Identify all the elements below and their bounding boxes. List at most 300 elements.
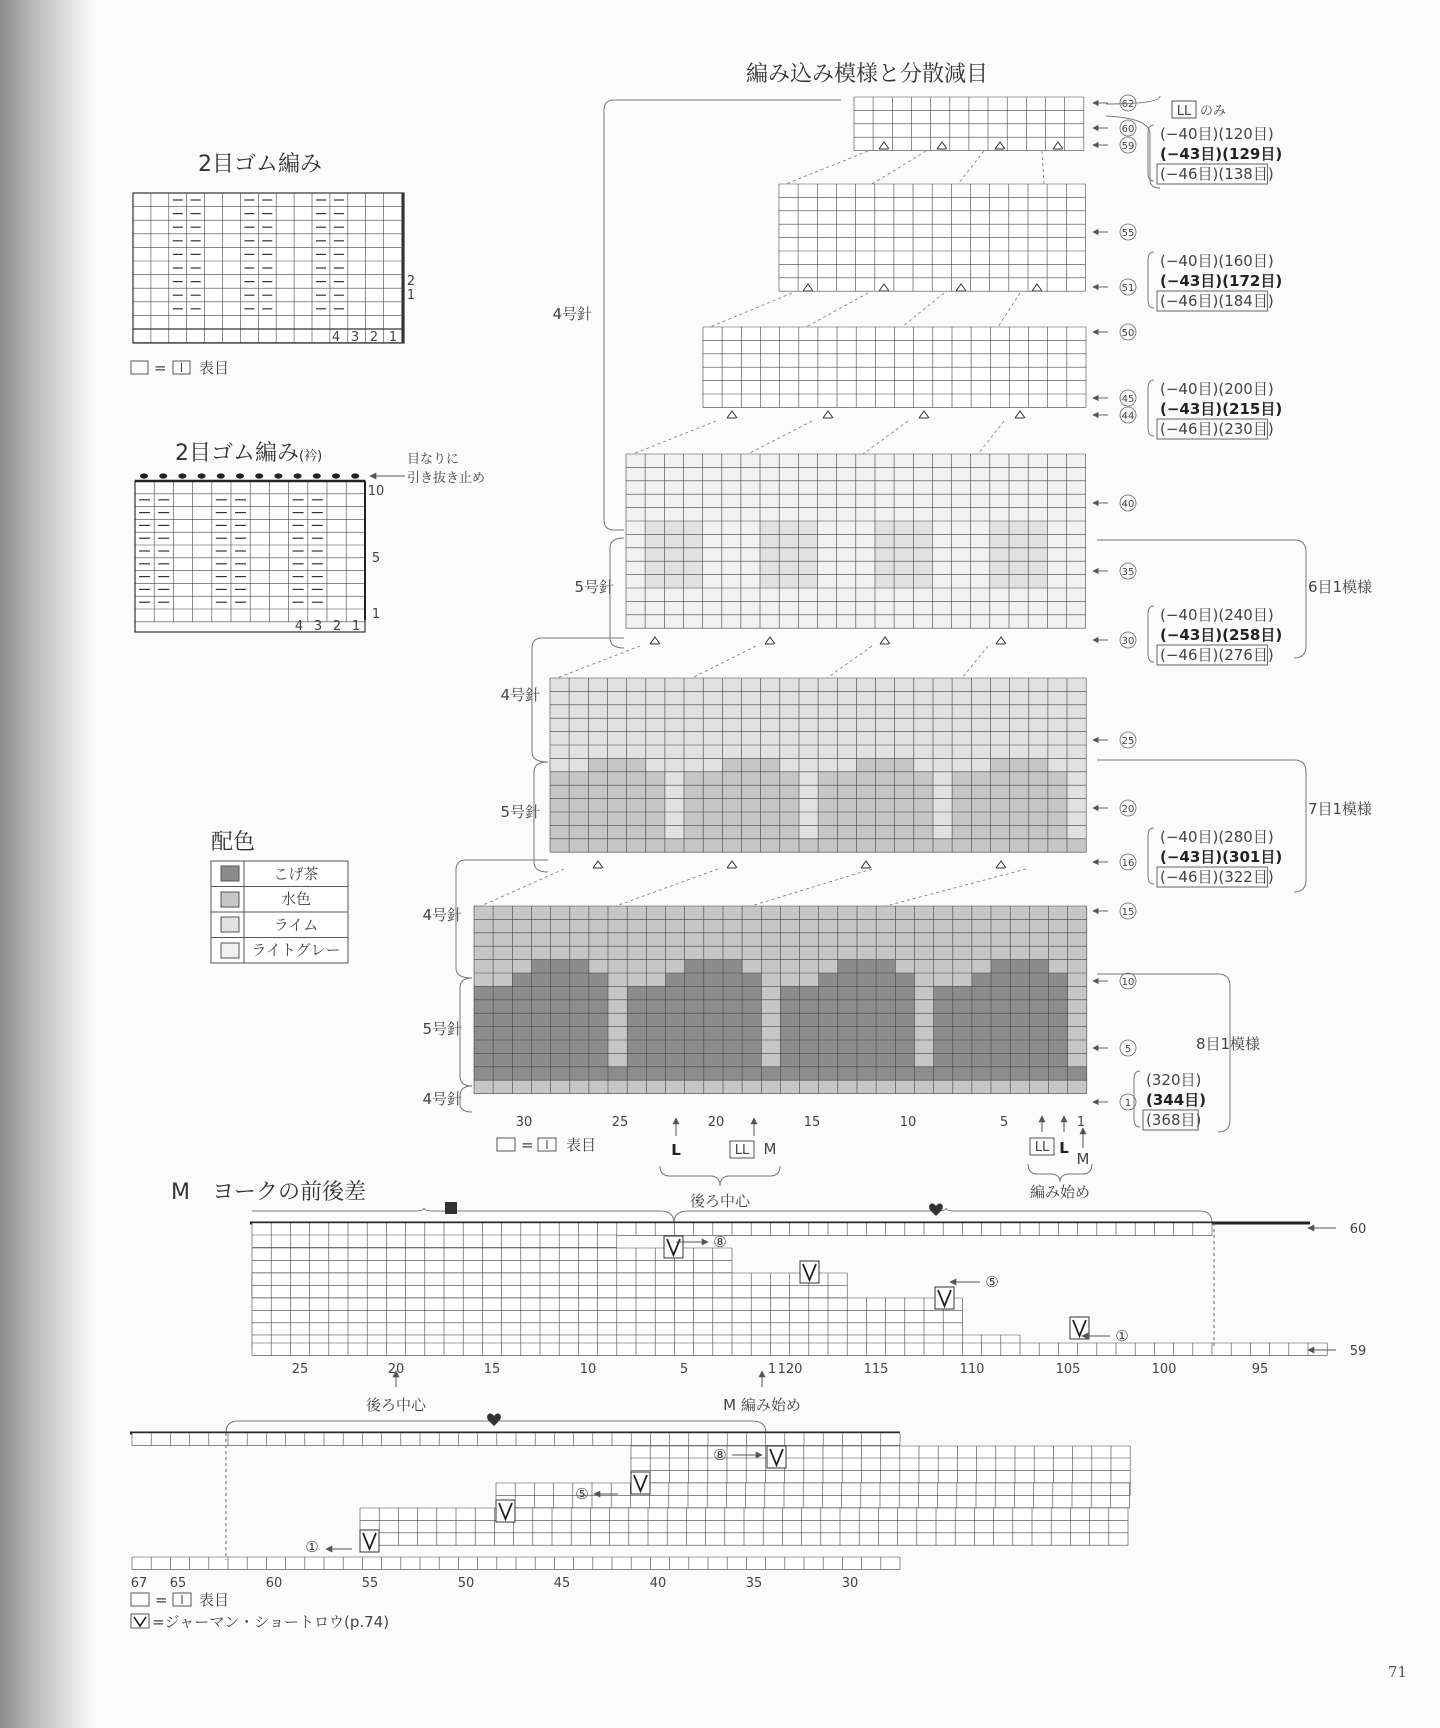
stitch-cell <box>761 1000 780 1013</box>
stitch-cell <box>551 1040 570 1053</box>
stitch-cell <box>1047 615 1066 628</box>
stitch-cell <box>1029 1067 1048 1080</box>
stitch-cell <box>914 381 933 394</box>
stitch-cell <box>895 799 914 812</box>
square-mark-icon <box>445 1202 457 1214</box>
stitch-cell <box>798 508 817 521</box>
stitch-cell <box>1068 1000 1087 1013</box>
stitch-cell <box>817 264 836 277</box>
stitch-cell <box>894 264 913 277</box>
col-label: 110 <box>959 1362 985 1377</box>
stitch-cell <box>1026 124 1045 137</box>
stitch-cell <box>857 933 876 946</box>
stitch-cell <box>971 678 990 691</box>
stitch-cell <box>934 1053 953 1066</box>
stitch-cell <box>666 906 685 919</box>
stitch-cell <box>799 354 818 367</box>
k2tog-decrease-symbol <box>765 637 775 644</box>
stitch-cell <box>626 588 645 601</box>
stitch-cell <box>1029 1000 1048 1013</box>
stitch-cell <box>1029 839 1048 852</box>
stitch-cell <box>664 601 683 614</box>
rib-legend-text: 表目 <box>199 359 230 377</box>
back-center-label-2: 後ろ中心 <box>365 1396 427 1414</box>
stitch-cell <box>952 812 971 825</box>
stitch-cell <box>952 394 971 407</box>
stitch-cell <box>990 521 1009 534</box>
stitch-cell <box>741 467 760 480</box>
stitch-cell <box>1010 973 1029 986</box>
short-row-chart <box>130 1180 1366 1631</box>
stitch-cell <box>837 367 856 380</box>
stitch-cell <box>856 678 875 691</box>
stitch-cell <box>799 678 818 691</box>
stitch-cell <box>854 137 873 150</box>
stitch-cell <box>876 933 895 946</box>
stitch-cell <box>969 97 988 110</box>
count-bracket <box>1148 828 1154 884</box>
stitch-cell <box>703 467 722 480</box>
stitch-cell <box>1066 508 1085 521</box>
stitch-cell <box>760 454 779 467</box>
stitch-cell <box>892 137 911 150</box>
stitch-cell <box>779 615 798 628</box>
stitch-cell <box>741 615 760 628</box>
stitch-cell <box>952 772 971 785</box>
stitch-cell <box>703 799 722 812</box>
stitch-cell <box>607 691 626 704</box>
collar-row-label: 5 <box>371 551 381 566</box>
stitch-cell <box>703 678 722 691</box>
stitch-cell <box>1047 521 1066 534</box>
stitch-cell <box>722 705 741 718</box>
stitch-cell <box>799 799 818 812</box>
stitch-cell <box>799 745 818 758</box>
stitch-cell <box>589 906 608 919</box>
stitch-cell <box>512 1000 531 1013</box>
stitch-cell <box>474 933 493 946</box>
stitch-cell <box>626 467 645 480</box>
stitch-cell <box>972 973 991 986</box>
circled-8: ⑧ <box>713 1446 727 1464</box>
count-bracket <box>1148 606 1154 662</box>
stitch-cell <box>971 521 990 534</box>
stitch-cell <box>971 732 990 745</box>
stitch-cell <box>551 986 570 999</box>
stitch-cell <box>588 772 607 785</box>
stitch-cell <box>780 758 799 771</box>
bindoff-dot <box>351 473 359 478</box>
stitch-cell <box>875 340 894 353</box>
stitch-cell <box>856 354 875 367</box>
stitch-cell <box>876 705 895 718</box>
stitch-cell <box>800 1040 819 1053</box>
stitch-cell <box>779 454 798 467</box>
stitch-cell <box>991 1013 1010 1026</box>
stitch-cell <box>779 264 798 277</box>
stitch-cell <box>799 340 818 353</box>
stitch-cell <box>971 224 990 237</box>
stitch-cell <box>1048 799 1067 812</box>
stitch-cell <box>742 946 761 959</box>
stitch-cell <box>607 812 626 825</box>
stitch-cell <box>913 494 932 507</box>
stitch-cell <box>570 1080 589 1093</box>
stitch-cell <box>913 561 932 574</box>
stitch-cell <box>723 1000 742 1013</box>
stitch-cell <box>856 211 875 224</box>
stitch-cell <box>742 1040 761 1053</box>
stitch-cell <box>914 1000 933 1013</box>
stitch-cell <box>588 691 607 704</box>
stitch-cell <box>800 960 819 973</box>
collar-col-label: 3 <box>313 619 323 634</box>
stitch-cell <box>646 919 665 932</box>
stitch-cell <box>799 839 818 852</box>
stitch-cell <box>856 454 875 467</box>
stitch-cell <box>990 839 1009 852</box>
stitch-cell <box>550 718 569 731</box>
stitch-cell <box>588 812 607 825</box>
stitch-cell <box>761 758 780 771</box>
stitch-cell <box>646 973 665 986</box>
stitch-cell <box>741 367 760 380</box>
stitch-cell <box>1029 367 1048 380</box>
stitch-cell <box>856 327 875 340</box>
stitch-cell <box>838 919 857 932</box>
stitch-cell <box>838 986 857 999</box>
stitch-cell <box>531 1000 550 1013</box>
stitch-cell <box>1047 588 1066 601</box>
stitch-cell <box>761 1080 780 1093</box>
stitch-cell <box>646 1040 665 1053</box>
yoke-col-label: 15 <box>803 1115 821 1130</box>
stitch-cell <box>703 758 722 771</box>
stitch-cell <box>551 1067 570 1080</box>
grid <box>252 1223 1212 1235</box>
stitch-cell <box>627 1000 646 1013</box>
stitch-cell <box>780 381 799 394</box>
equals-sign: = <box>154 359 167 377</box>
stitch-cell <box>837 394 856 407</box>
stitch-cell <box>780 799 799 812</box>
stitch-cell <box>952 354 971 367</box>
stitch-cell <box>531 946 550 959</box>
stitch-cell <box>666 960 685 973</box>
stitch-cell <box>685 1040 704 1053</box>
stitch-cell <box>836 184 855 197</box>
col-label: 5 <box>679 1362 689 1377</box>
stitch-cell <box>1009 467 1028 480</box>
stitch-cell <box>838 973 857 986</box>
stitch-cell <box>704 960 723 973</box>
stitch-cell <box>684 825 703 838</box>
stitch-cell <box>800 946 819 959</box>
stitch-cell <box>819 933 838 946</box>
stitch-cell <box>971 394 990 407</box>
stitch-cell <box>911 110 930 123</box>
ll-only-text: のみ <box>1200 104 1227 119</box>
stitch-cell <box>819 1040 838 1053</box>
stitch-cell <box>683 481 702 494</box>
stitch-cell <box>722 691 741 704</box>
stitch-cell <box>913 481 932 494</box>
stitch-cell <box>952 381 971 394</box>
stitch-cell <box>856 184 875 197</box>
stitch-cell <box>627 919 646 932</box>
stitch-cell <box>952 678 971 691</box>
stitch-cell <box>971 481 990 494</box>
stitch-cell <box>551 919 570 932</box>
stitch-cell <box>933 381 952 394</box>
grid-lines <box>132 1557 900 1569</box>
stitch-cell <box>1065 124 1084 137</box>
stitch-cell <box>723 1027 742 1040</box>
stitch-cell <box>742 732 761 745</box>
stitch-cell <box>953 1040 972 1053</box>
stitch-cell <box>474 1040 493 1053</box>
stitch-cell <box>837 481 856 494</box>
stitch-cell <box>990 340 1009 353</box>
stitch-cell <box>952 839 971 852</box>
stitch-cell <box>1028 601 1047 614</box>
stitch-cell <box>933 799 952 812</box>
stitch-cell <box>512 1027 531 1040</box>
stitch-cell <box>741 588 760 601</box>
stitch-cell <box>990 785 1009 798</box>
stitch-cell <box>761 799 780 812</box>
stitch-cell <box>1010 919 1029 932</box>
stitch-cell <box>875 467 894 480</box>
stitch-cell <box>1010 1013 1029 1026</box>
stitch-cell <box>627 758 646 771</box>
stitch-cell <box>914 772 933 785</box>
stitch-cell <box>914 825 933 838</box>
stitch-cell <box>1066 467 1085 480</box>
stitch-cell <box>589 1040 608 1053</box>
swatch-kogecha <box>221 866 239 881</box>
stitch-cell <box>1067 732 1086 745</box>
stitch-cell <box>799 691 818 704</box>
stitch-cell <box>1068 946 1087 959</box>
stitch-cell <box>1067 691 1086 704</box>
guide-line <box>748 421 812 454</box>
stitch-cell <box>704 986 723 999</box>
stitch-cell <box>932 575 951 588</box>
stitch-cell <box>780 973 799 986</box>
stitch-cell <box>837 758 856 771</box>
stitch-cell <box>493 986 512 999</box>
stitch-cell <box>550 772 569 785</box>
stitch-cell <box>972 1080 991 1093</box>
stitch-cell <box>627 678 646 691</box>
stitch-cell <box>914 718 933 731</box>
stitch-count: (−40目)(200目) <box>1160 380 1274 398</box>
guide-line <box>616 869 718 906</box>
stitch-cell <box>856 601 875 614</box>
stitch-cell <box>875 534 894 547</box>
stitch-cell <box>875 481 894 494</box>
stitch-cell <box>1047 561 1066 574</box>
stitch-cell <box>761 1027 780 1040</box>
stitch-cell <box>703 534 722 547</box>
stitch-cell <box>646 946 665 959</box>
stitch-cell <box>876 919 895 932</box>
stitch-cell <box>550 678 569 691</box>
row-number: 15 <box>1121 907 1135 918</box>
stitch-cell <box>1067 340 1086 353</box>
stitch-count: (−46目)(138目) <box>1160 165 1274 183</box>
stitch-cell <box>819 1080 838 1093</box>
stitch-cell <box>856 340 875 353</box>
stitch-cell <box>1010 960 1029 973</box>
stitch-cell <box>971 327 990 340</box>
stitch-cell <box>645 575 664 588</box>
stitch-cell <box>646 799 665 812</box>
stitch-cell <box>683 548 702 561</box>
stitch-cell <box>991 1053 1010 1066</box>
stitch-cell <box>854 97 873 110</box>
stitch-cell <box>780 1040 799 1053</box>
stitch-cell <box>895 1027 914 1040</box>
stitch-cell <box>779 548 798 561</box>
stitch-cell <box>742 758 761 771</box>
stitch-cell <box>684 691 703 704</box>
stitch-cell <box>703 732 722 745</box>
stitch-cell <box>971 184 990 197</box>
stitch-cell <box>971 575 990 588</box>
stitch-cell <box>531 1053 550 1066</box>
stitch-cell <box>1068 986 1087 999</box>
stitch-cell <box>1067 839 1086 852</box>
stitch-cell <box>988 97 1007 110</box>
stitch-cell <box>683 494 702 507</box>
stitch-cell <box>760 575 779 588</box>
stitch-cell <box>837 561 856 574</box>
stitch-cell <box>837 548 856 561</box>
stitch-cell <box>895 394 914 407</box>
guide-line <box>978 421 1004 454</box>
stitch-cell <box>1029 812 1048 825</box>
stitch-count: (−43目)(301目) <box>1160 848 1283 866</box>
stitch-cell <box>856 785 875 798</box>
stitch-cell <box>953 1000 972 1013</box>
stitch-cell <box>626 494 645 507</box>
back-center-label: 後ろ中心 <box>689 1192 751 1210</box>
stitch-cell <box>971 745 990 758</box>
stitch-cell <box>627 960 646 973</box>
stitch-cell <box>990 224 1009 237</box>
stitch-cell <box>685 919 704 932</box>
stitch-cell <box>779 508 798 521</box>
stitch-cell <box>723 919 742 932</box>
stitch-cell <box>722 839 741 852</box>
stitch-cell <box>608 1000 627 1013</box>
stitch-cell <box>876 758 895 771</box>
stitch-cell <box>837 494 856 507</box>
stitch-cell <box>952 691 971 704</box>
stitch-cell <box>684 745 703 758</box>
stitch-cell <box>741 327 760 340</box>
stitch-cell <box>703 508 722 521</box>
stitch-cell <box>1029 354 1048 367</box>
stitch-cell <box>818 494 837 507</box>
stitch-cell <box>1065 137 1084 150</box>
col-label: 100 <box>1151 1362 1177 1377</box>
stitch-cell <box>837 534 856 547</box>
stitch-cell <box>551 1013 570 1026</box>
stitch-cell <box>645 467 664 480</box>
start-label: 編み始め <box>1029 1183 1091 1201</box>
stitch-cell <box>800 933 819 946</box>
stitch-cell <box>493 1053 512 1066</box>
stitch-cell <box>779 211 798 224</box>
stitch-cell <box>780 919 799 932</box>
stitch-cell <box>837 381 856 394</box>
stitch-cell <box>932 601 951 614</box>
stitch-cell <box>952 340 971 353</box>
stitch-cell <box>991 960 1010 973</box>
stitch-count: (−46目)(230目) <box>1160 420 1274 438</box>
stitch-cell <box>952 732 971 745</box>
stitch-cell <box>953 946 972 959</box>
stitch-cell <box>685 906 704 919</box>
stitch-cell <box>665 678 684 691</box>
k2tog-decrease-symbol <box>996 637 1006 644</box>
stitch-cell <box>914 1027 933 1040</box>
stitch-cell <box>1029 1080 1048 1093</box>
stitch-cell <box>971 601 990 614</box>
stitch-cell <box>818 367 837 380</box>
stitch-cell <box>741 508 760 521</box>
stitch-cell <box>780 812 799 825</box>
stitch-cell <box>685 973 704 986</box>
stitch-cell <box>952 799 971 812</box>
stitch-cell <box>875 394 894 407</box>
stitch-cell <box>836 211 855 224</box>
stitch-cell <box>685 1013 704 1026</box>
stitch-count: (−40目)(160目) <box>1160 252 1274 270</box>
stitch-cell <box>856 224 875 237</box>
stitch-cell <box>608 1080 627 1093</box>
stitch-cell <box>704 933 723 946</box>
stitch-cell <box>933 394 952 407</box>
stitch-cell <box>819 919 838 932</box>
stitch-cell <box>627 745 646 758</box>
stitch-cell <box>1066 534 1085 547</box>
stitch-cell <box>914 906 933 919</box>
stitch-cell <box>914 1040 933 1053</box>
stitch-cell <box>684 799 703 812</box>
col-label: 30 <box>841 1576 859 1591</box>
stitch-cell <box>990 354 1009 367</box>
stitch-cell <box>645 615 664 628</box>
stitch-cell <box>895 785 914 798</box>
stitch-cell <box>1048 340 1067 353</box>
stitch-cell <box>932 251 951 264</box>
stitch-cell <box>972 933 991 946</box>
stitch-cell <box>798 454 817 467</box>
k2tog-decrease-symbol <box>727 861 737 868</box>
stitch-cell <box>626 615 645 628</box>
stitch-cell <box>990 251 1009 264</box>
stitch-cell <box>799 394 818 407</box>
stitch-cell <box>1047 481 1066 494</box>
stitch-cell <box>1009 278 1028 291</box>
stitch-cell <box>741 575 760 588</box>
stitch-cell <box>1047 575 1066 588</box>
grid <box>779 184 1085 291</box>
